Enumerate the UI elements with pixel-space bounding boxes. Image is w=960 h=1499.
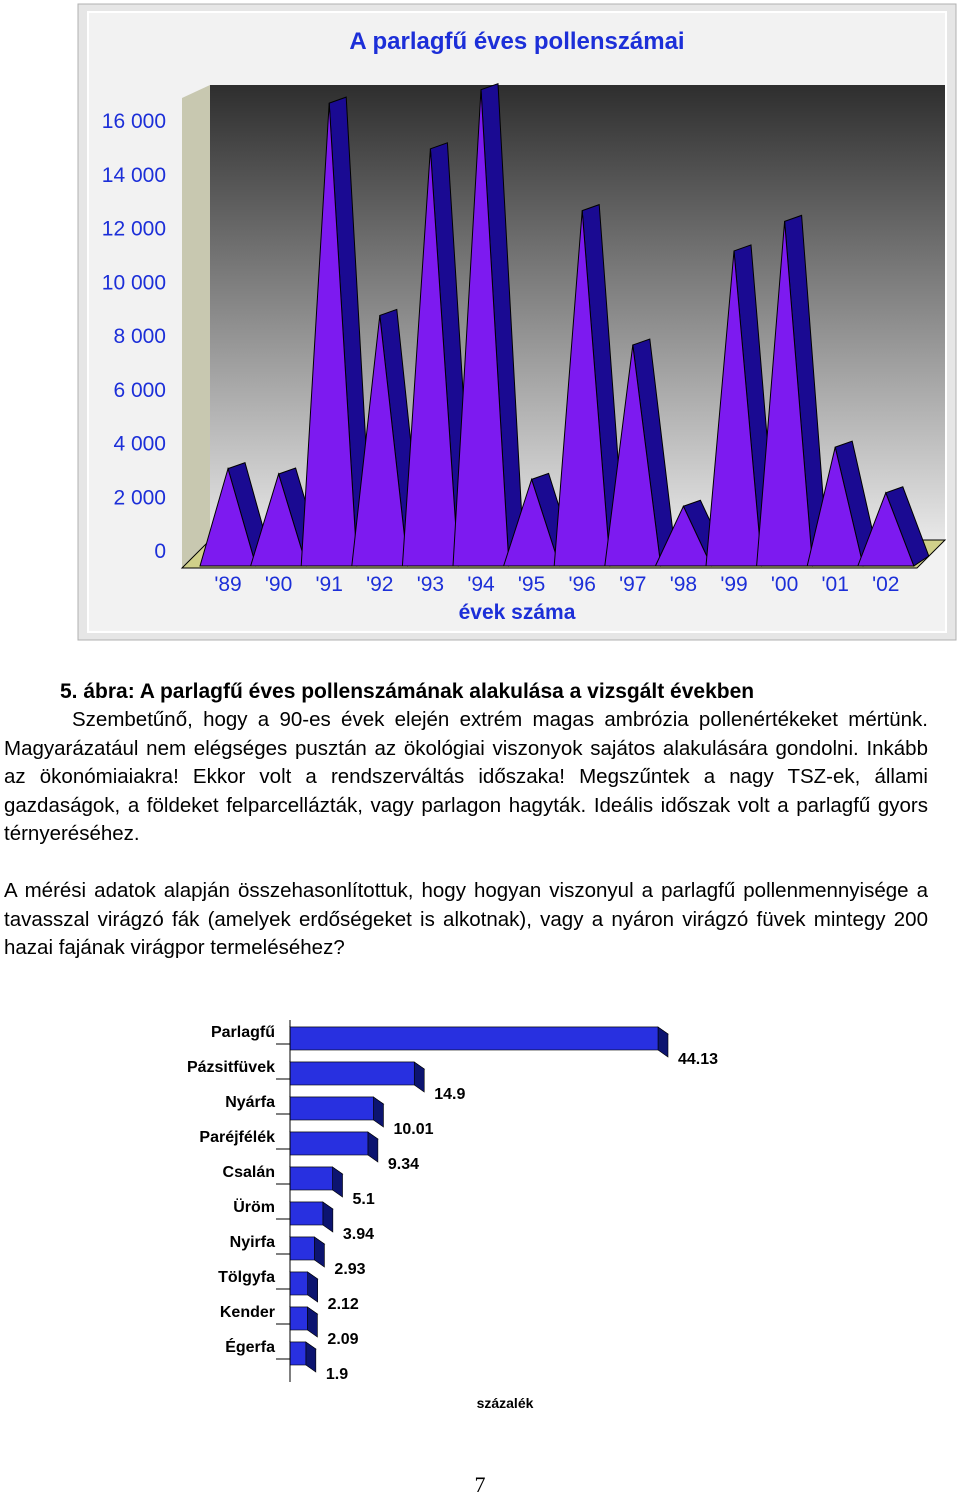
pollen-share-chart <box>0 990 960 1430</box>
bar <box>290 1237 314 1260</box>
bar <box>290 1062 414 1085</box>
x-tick-label: '98 <box>669 573 698 596</box>
x-tick-label: '93 <box>416 573 445 596</box>
bar-side <box>308 1272 318 1302</box>
x-tick-label: '01 <box>821 573 849 596</box>
paragraph-1: Szembetűnő, hogy a 90-es évek elején extrém magas ambrózia pollenértékeket mértünk. Magyarázatául nem elégséges pusztán az ökológiai viszonyok sajátos alakulására gondolni. Inkább az ökonómiaiakra! Ekkor volt a rendszerváltás időszaka! Megszűntek a nagy TSZ-ek, állami gazdaságok, a földeket felparcellázták, vagy parlagon hagyták. Ideális időszak volt a parlagfű gyors térnyeréséhez. <box>4 708 928 846</box>
bar-value-label: 2.09 <box>327 1331 359 1348</box>
category-label: Paréjfélék <box>199 1129 275 1146</box>
y-tick-label: 10 000 <box>101 271 166 295</box>
bar <box>290 1272 308 1295</box>
paragraph-2: A mérési adatok alapján összehasonlítottuk, hogy hogyan viszonyul a parlagfű pollenmennyisége a tavasszal virágzó fák (amelyek erdőségeket is alkotnak), vagy a nyáron virágzó füvek mintegy 200 hazai fajának virágpor termeléséhez? <box>4 879 928 960</box>
bar-side <box>323 1202 333 1232</box>
category-label: Kender <box>219 1304 275 1321</box>
y-tick-label: 6 000 <box>113 378 166 402</box>
category-label: Üröm <box>233 1199 275 1216</box>
bar <box>290 1307 307 1330</box>
bar-value-label: 5.1 <box>352 1191 375 1208</box>
x-tick-label: '96 <box>568 573 596 596</box>
bar <box>290 1132 368 1155</box>
bar-value-label: 14.9 <box>434 1086 466 1103</box>
x-tick-label: '92 <box>366 573 394 596</box>
category-label: Nyirfa <box>229 1234 275 1251</box>
chart-title: A parlagfű éves pollenszámai <box>349 28 685 55</box>
y-tick-label: 8 000 <box>113 325 166 348</box>
y-tick-label: 12 000 <box>101 217 166 241</box>
y-tick-label: 0 <box>154 540 166 563</box>
x-tick-label: '94 <box>467 573 495 596</box>
bar-side <box>368 1132 378 1162</box>
bar-side <box>306 1342 316 1372</box>
x-tick-label: '91 <box>315 573 343 596</box>
page-number: 7 <box>474 1472 486 1497</box>
bar-side <box>373 1097 383 1127</box>
plot-left-wall <box>182 85 210 568</box>
y-tick-label: 14 000 <box>101 163 166 187</box>
y-tick-label: 2 000 <box>113 486 166 510</box>
y-tick-label: 16 000 <box>101 110 166 133</box>
bar-value-label: 9.34 <box>387 1156 420 1173</box>
bar-side <box>333 1167 343 1197</box>
category-label: Égerfa <box>225 1339 275 1356</box>
bar <box>290 1027 658 1050</box>
bar-value-label: 44.13 <box>678 1051 719 1068</box>
bar-value-label: 2.12 <box>327 1296 359 1313</box>
bar <box>290 1167 333 1190</box>
category-label: Nyárfa <box>225 1094 275 1111</box>
bar-side <box>307 1307 317 1337</box>
x-axis-label: évek száma <box>458 601 576 624</box>
bar <box>290 1342 306 1365</box>
bar <box>290 1202 323 1225</box>
x-axis-label: százalék <box>476 1395 534 1411</box>
category-label: Pázsitfüvek <box>186 1059 275 1076</box>
x-tick-label: '90 <box>264 573 293 596</box>
x-tick-label: '97 <box>619 573 647 596</box>
bar-side <box>414 1062 424 1092</box>
category-label: Tölgyfa <box>218 1269 275 1286</box>
bar-side <box>658 1027 668 1057</box>
bar-side <box>314 1237 324 1267</box>
bar-value-label: 1.9 <box>325 1366 349 1383</box>
y-tick-label: 4 000 <box>113 432 166 456</box>
x-tick-label: '02 <box>872 573 900 596</box>
x-tick-label: '89 <box>214 573 242 596</box>
bar-value-label: 2.93 <box>334 1261 366 1278</box>
x-tick-label: '00 <box>770 573 799 596</box>
x-tick-label: '99 <box>720 573 748 596</box>
figure-caption: 5. ábra: A parlagfű éves pollenszámának alakulása a vizsgált években <box>60 680 755 703</box>
bar <box>290 1097 373 1120</box>
pollen-count-chart <box>0 0 960 650</box>
category-label: Csalán <box>222 1164 275 1181</box>
bar-value-label: 10.01 <box>393 1121 434 1138</box>
category-label: Parlagfű <box>210 1024 275 1041</box>
bar-value-label: 3.94 <box>342 1226 374 1243</box>
x-tick-label: '95 <box>517 573 546 596</box>
